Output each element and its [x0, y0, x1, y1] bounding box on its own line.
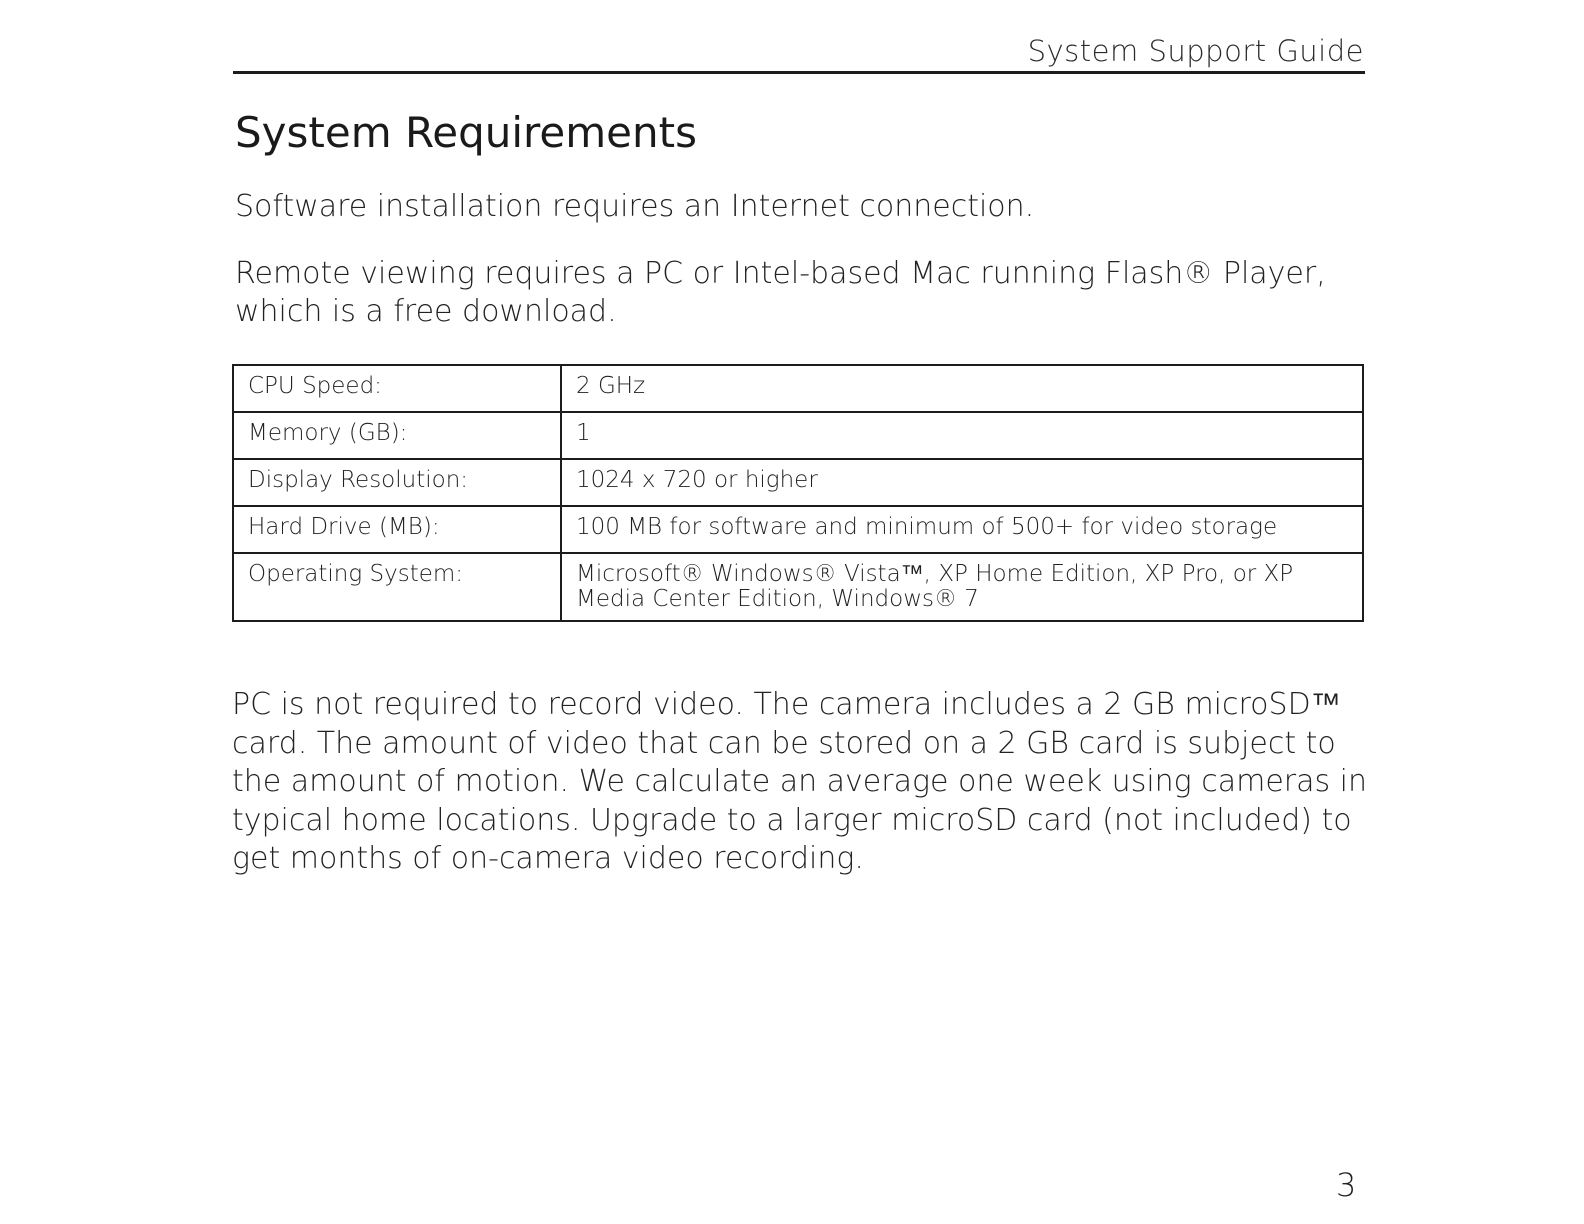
- row-value: 1: [561, 412, 1363, 459]
- table-row: [233, 365, 1363, 412]
- row-value: Microsoft® Windows® Vista™, XP Home Edition, XP Pro, or XP Media Center Edition, Windows® 7: [561, 553, 1363, 621]
- row-value: 100 MB for software and minimum of 500+ for video storage: [561, 506, 1363, 553]
- row-label: Operating System:: [233, 553, 561, 621]
- row-label: CPU Speed:: [233, 365, 561, 412]
- requirements-table: [232, 364, 1364, 622]
- table-row: [233, 506, 1363, 553]
- table-row: [233, 412, 1363, 459]
- row-label: Memory (GB):: [233, 412, 561, 459]
- paragraph-remote-viewing: Remote viewing requires a PC or Intel-based Mac running Flash® Player, which is a free download.: [235, 256, 1326, 329]
- row-label: Display Resolution:: [233, 459, 561, 506]
- table-row: [233, 553, 1363, 621]
- paragraph-internet-requirement: Software installation requires an Internet connection.: [235, 189, 1035, 224]
- section-title: System Requirements: [235, 108, 697, 157]
- row-value: 1024 x 720 or higher: [561, 459, 1363, 506]
- running-header: System Support Guide: [1027, 34, 1364, 68]
- paragraph-microsd-note: PC is not required to record video. The camera includes a 2 GB microSD™ card. The amount of video that can be stored on a 2 GB card is subject to the amount of motion. We calculate an average one week using cameras in typical home locations. Upgrade to a larger microSD card (not included) to get months of on-camera video recording.: [232, 687, 1368, 876]
- page-number: 3: [1336, 1166, 1357, 1204]
- table-row: [233, 459, 1363, 506]
- header-rule: [233, 71, 1365, 74]
- row-value: 2 GHz: [561, 365, 1363, 412]
- row-label: Hard Drive (MB):: [233, 506, 561, 553]
